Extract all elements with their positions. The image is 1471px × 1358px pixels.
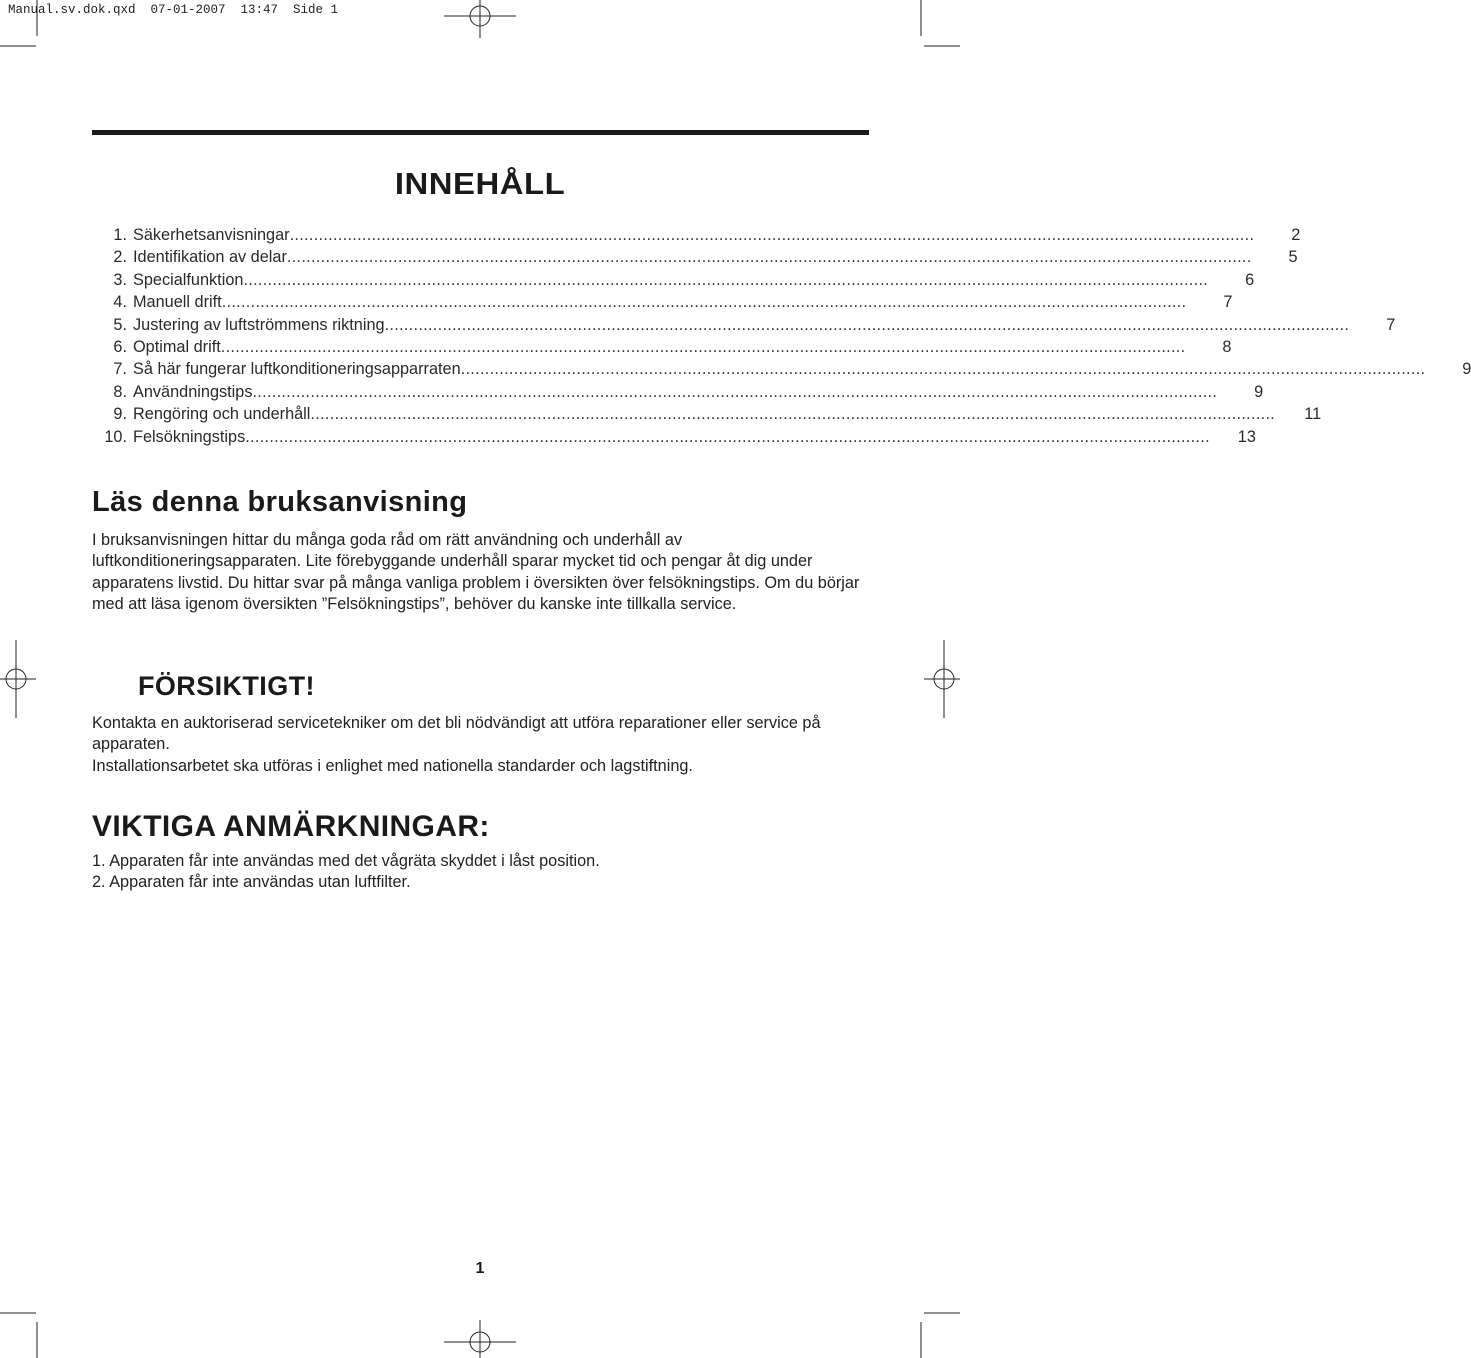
toc-entry-label: Felsökningstips (133, 427, 246, 446)
toc-entry-label: Rengöring och underhåll (133, 405, 311, 424)
toc-dot-leader: ........................................................................................................................................................................................................ (460, 360, 1426, 379)
notes-item-2: 2. Apparaten får inte användas utan luftfilter. (92, 873, 411, 892)
toc-entry (90, 405, 1322, 427)
toc-entry-page: 11 (1304, 405, 1322, 424)
caution-body (92, 713, 862, 777)
toc-entry-number: 2. (113, 248, 127, 267)
read-section-paragraph: I bruksanvisningen hittar du många goda råd om rätt användning och underhåll av luftkonditioneringsapparaten. Lite förebyggande underhåll sparar mycket tid och pengar åt dig under apparatens livstid. Du hittar svar på många vanliga problem i översikten över felsökningstips. Om du börjar med att läsa igenom översikten ”Felsökningstips”, behöver du kanske inte tillkalla service. (92, 531, 860, 613)
toc-entry-page: 9 (1462, 360, 1471, 379)
notes-title: VIKTIGA ANMÄRKNINGAR: (92, 810, 490, 843)
toc-entry-label: Identifikation av delar (133, 248, 287, 267)
toc-entry (90, 270, 1255, 293)
toc-title: INNEHÅLL (394, 166, 566, 201)
toc-entry-page: 5 (1288, 248, 1298, 267)
toc-entry (90, 360, 1471, 382)
toc-dot-leader: ........................................................................................................................................................................................................ (384, 315, 1350, 334)
read-section-title: Läs denna bruksanvisning (92, 486, 468, 518)
toc-entry (90, 337, 1232, 360)
toc-dot-leader: ........................................................................................................................................................................................................ (310, 405, 1276, 424)
toc-entry-number: 10. (104, 427, 127, 446)
toc-dot-leader: ........................................................................................................................................................................................................ (243, 270, 1209, 289)
toc-entry-label: Specialfunktion (133, 270, 244, 289)
caution-title: FÖRSIKTIGT! (138, 671, 315, 701)
toc-dot-leader: ........................................................................................................................................................................................................ (220, 337, 1186, 356)
toc-entry-number: 1. (113, 226, 127, 244)
toc-entry-label: Säkerhetsanvisningar (133, 226, 290, 244)
toc-entry-page: 8 (1222, 337, 1232, 356)
toc-entry (90, 293, 1233, 315)
toc-dot-leader: ........................................................................................................................................................................................................ (245, 427, 1210, 446)
header-rule (92, 130, 869, 135)
caution-paragraph-1: Kontakta en auktoriserad servicetekniker om det bli nödvändigt att utföra reparationer eller service på apparaten. (92, 714, 821, 754)
toc-entry-page: 7 (1223, 293, 1233, 312)
toc-entry-number: 5. (113, 315, 127, 334)
toc-entry (90, 427, 1256, 450)
toc-entry-page: 7 (1386, 315, 1396, 334)
notes-item-1: 1. Apparaten får inte användas med det vågräta skyddet i låst position. (92, 852, 600, 870)
toc-entry-label: Optimal drift (133, 337, 221, 356)
read-section-body (92, 530, 862, 615)
notes-list (92, 851, 862, 894)
toc-entry-number: 8. (113, 382, 127, 401)
toc-entry-number: 4. (113, 293, 127, 312)
toc-entry-label: Justering av luftströmmens riktning (133, 315, 385, 334)
toc-entry (90, 226, 1301, 248)
toc-entry (90, 248, 1298, 270)
toc-dot-leader: ........................................................................................................................................................................................................ (286, 248, 1252, 267)
toc-entry-number: 9. (113, 405, 127, 424)
print-slug: Manual.sv.dok.qxd 07-01-2007 13:47 Side 1 (8, 3, 339, 17)
toc-entry (90, 315, 1396, 338)
toc-dot-leader: ........................................................................................................................................................................................................ (289, 226, 1255, 244)
toc-entry-number: 7. (113, 360, 127, 379)
toc-entry-label: Så här fungerar luftkonditioneringsapparraten (133, 360, 461, 379)
toc-entry-label: Manuell drift (133, 293, 222, 312)
page-number: 1 (475, 1260, 485, 1277)
toc-entry-number: 6. (113, 337, 127, 356)
toc-entry-page: 13 (1237, 427, 1256, 446)
toc-entry-label: Användningstips (133, 382, 253, 401)
toc-dot-leader: ........................................................................................................................................................................................................ (221, 293, 1187, 312)
toc-entry (90, 382, 1264, 405)
toc-dot-leader: ........................................................................................................................................................................................................ (252, 382, 1218, 401)
toc-entry-page: 9 (1254, 382, 1264, 401)
toc-entry-page: 6 (1245, 270, 1255, 289)
toc-entry-page: 2 (1291, 226, 1301, 244)
toc-entry-number: 3. (113, 270, 127, 289)
table-of-contents (90, 226, 1471, 450)
caution-paragraph-2: Installationsarbetet ska utföras i enlighet med nationella standarder och lagstiftning. (92, 756, 693, 775)
